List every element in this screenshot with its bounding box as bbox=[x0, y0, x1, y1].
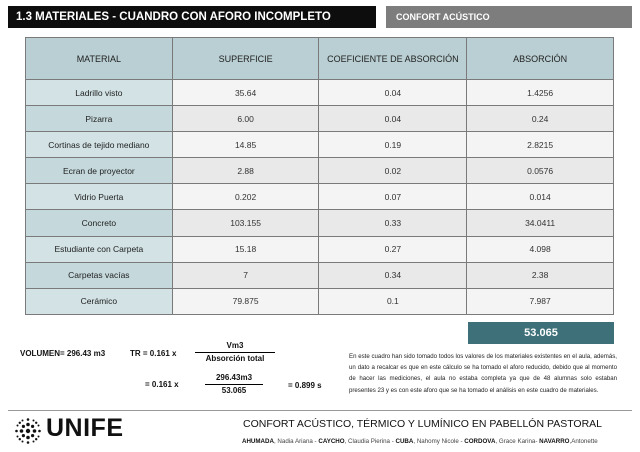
author-firstname: ,Antonette bbox=[569, 438, 598, 445]
absorcion-cell: 0.0576 bbox=[467, 158, 614, 184]
table-row bbox=[26, 210, 614, 236]
superficie-cell: 103.155 bbox=[172, 210, 319, 236]
fraction-numerator: Vm3 bbox=[195, 341, 275, 353]
section-title: 1.3 MATERIALES - CUANDRO CON AFORO INCOMPLETO bbox=[8, 6, 376, 28]
coeficiente-cell: 0.34 bbox=[319, 262, 467, 288]
absorcion-cell: 2.8215 bbox=[467, 132, 614, 158]
table-row bbox=[26, 158, 614, 184]
fraction-denominator: 53.065 bbox=[221, 386, 247, 395]
superficie-cell: 2.88 bbox=[172, 158, 319, 184]
table-row bbox=[26, 236, 614, 262]
author-lastname: CUBA bbox=[393, 438, 414, 445]
author-lastname: AHUMADA bbox=[242, 438, 274, 445]
table-row bbox=[26, 184, 614, 210]
table-row bbox=[26, 288, 614, 314]
superficie-cell: 14.85 bbox=[172, 132, 319, 158]
coeficiente-cell: 0.02 bbox=[319, 158, 467, 184]
author-firstname: , Nahomy Nicole - bbox=[413, 438, 463, 445]
author-firstname: , Nadia Ariana - bbox=[273, 438, 317, 445]
superficie-cell: 6.00 bbox=[172, 106, 319, 132]
tr-formula-prefix: TR = 0.161 x bbox=[130, 349, 177, 358]
absorcion-cell: 7.987 bbox=[467, 288, 614, 314]
logo-text: UNIFE bbox=[46, 414, 124, 442]
author-firstname: , Grace Karina- bbox=[495, 438, 538, 445]
author-lastname: NAVARRO bbox=[537, 438, 570, 445]
coeficiente-cell: 0.33 bbox=[319, 210, 467, 236]
column-header-superficie: SUPERFICIE bbox=[172, 38, 319, 80]
author-lastname: CAYCHO bbox=[316, 438, 345, 445]
material-name: Ecran de proyector bbox=[26, 158, 173, 184]
superficie-cell: 35.64 bbox=[172, 80, 319, 106]
superficie-cell: 7 bbox=[172, 262, 319, 288]
coeficiente-cell: 0.07 bbox=[319, 184, 467, 210]
formula-fraction bbox=[195, 341, 275, 363]
total-absorption: 53.065 bbox=[468, 322, 614, 344]
table-header-row bbox=[26, 38, 614, 80]
superficie-cell: 0.202 bbox=[172, 184, 319, 210]
absorcion-cell: 34.0411 bbox=[467, 210, 614, 236]
material-name: Carpetas vacías bbox=[26, 262, 173, 288]
table-row bbox=[26, 262, 614, 288]
materials-table bbox=[25, 37, 614, 315]
coeficiente-cell: 0.1 bbox=[319, 288, 467, 314]
tr-formula-step-prefix: = 0.161 x bbox=[145, 380, 179, 389]
coeficiente-cell: 0.27 bbox=[319, 236, 467, 262]
formula-fraction-values bbox=[205, 373, 263, 395]
table-row bbox=[26, 106, 614, 132]
absorcion-cell: 4.098 bbox=[467, 236, 614, 262]
footer-title: CONFORT ACÚSTICO, TÉRMICO Y LUMÍNICO EN PABELLÓN PASTORAL bbox=[243, 418, 603, 430]
absorcion-cell: 1.4256 bbox=[467, 80, 614, 106]
column-header-absorcion: ABSORCIÓN bbox=[467, 38, 614, 80]
coeficiente-cell: 0.04 bbox=[319, 80, 467, 106]
material-name: Cerámico bbox=[26, 288, 173, 314]
superficie-cell: 15.18 bbox=[172, 236, 319, 262]
absorcion-cell: 2.38 bbox=[467, 262, 614, 288]
coeficiente-cell: 0.04 bbox=[319, 106, 467, 132]
absorcion-cell: 0.24 bbox=[467, 106, 614, 132]
material-name: Estudiante con Carpeta bbox=[26, 236, 173, 262]
footer-divider bbox=[8, 410, 632, 411]
section-label: CONFORT ACÚSTICO bbox=[386, 6, 632, 28]
author-lastname: CORDOVA bbox=[462, 438, 496, 445]
fraction-denominator: Absorción total bbox=[205, 354, 265, 363]
table-row bbox=[26, 80, 614, 106]
volume-label: VOLUMEN= 296.43 m3 bbox=[20, 349, 106, 358]
author-firstname: , Claudia Pierina - bbox=[344, 438, 394, 445]
absorcion-cell: 0.014 bbox=[467, 184, 614, 210]
material-name: Vidrio Puerta bbox=[26, 184, 173, 210]
table-row bbox=[26, 132, 614, 158]
tr-result: = 0.899 s bbox=[288, 381, 322, 390]
column-header-coeficiente: COEFICIENTE DE ABSORCIÓN bbox=[319, 38, 467, 80]
material-name: Pizarra bbox=[26, 106, 173, 132]
material-name: Cortinas de tejido mediano bbox=[26, 132, 173, 158]
fraction-numerator: 296.43m3 bbox=[205, 373, 263, 385]
superficie-cell: 79.875 bbox=[172, 288, 319, 314]
material-name: Concreto bbox=[26, 210, 173, 236]
authors-line bbox=[242, 438, 598, 445]
column-header-material: MATERIAL bbox=[26, 38, 173, 80]
explanation-paragraph: En este cuadro han sido tomado todos los valores de los materiales existentes en el aula, además, un dato a recalcar es que en este cálculo se ha tomado el aforo reducido, debido que al momento de hacer las mediciones, el aula no estaba completa ya que de 48 alumnas solo estaban presentes 23 y es con este aforo que se ha tomado el análisis en este cuadro de materiales. bbox=[349, 353, 617, 394]
coeficiente-cell: 0.19 bbox=[319, 132, 467, 158]
logo-mark-icon bbox=[14, 417, 42, 445]
material-name: Ladrillo visto bbox=[26, 80, 173, 106]
